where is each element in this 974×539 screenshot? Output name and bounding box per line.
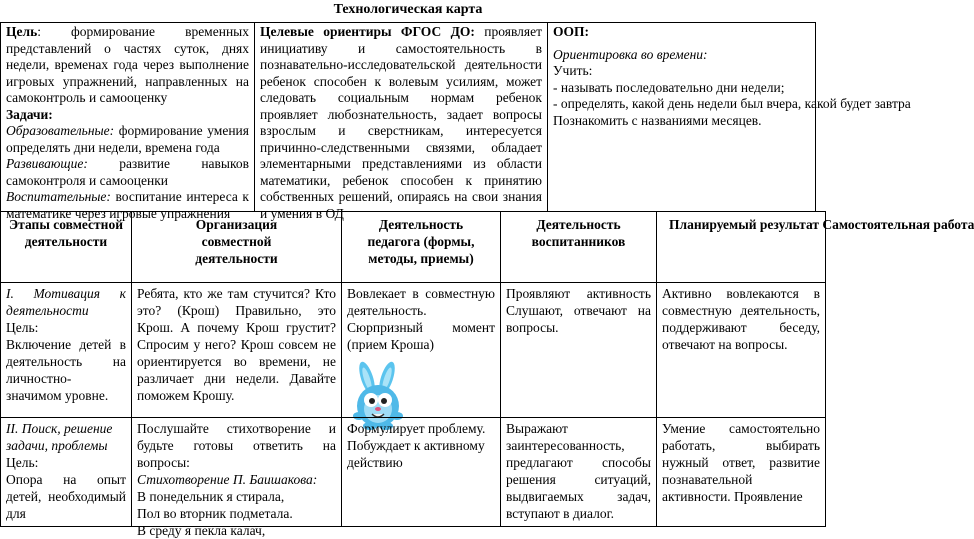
header-organization: Организация совместной деятельности: [131, 211, 342, 283]
stage-goal-text: Включение детей в деятельность на личностно-значимом уровне.: [6, 337, 126, 403]
row1-kids: Проявляют активность Слушают, отвечают на вопросы.: [500, 282, 657, 418]
row2-kids: Выражают заинтересованность, предлагают способы решения ситуаций, выдвигаемых задач, вступают в диалог.: [500, 417, 657, 527]
tasks-label: Задачи:: [6, 106, 53, 122]
row1-result: Активно вовлекаются в совместную деятельность, поддерживают беседу, отвечают на вопросы.: [656, 282, 826, 418]
goal-label: Цель: [6, 24, 38, 39]
header-stages: Этапы совместной деятельности: [0, 211, 132, 283]
dev-label: Развивающие:: [6, 156, 88, 171]
row1-organization: Ребята, кто же там стучится? Кто это? (Крош) Правильно, это Крош. А почему Крош грустит? Спросим у него? Крош совсем не ориентируется во времени, не различает дни недели. Давайте поможем Крошу.: [131, 282, 342, 418]
header-result: Планируемый результат Самостоятельная работа: [656, 211, 826, 283]
org-intro: Послушайте стихотворение и будьте готовы ответить на вопросы:: [137, 421, 336, 470]
oop-line: Познакомить с названиями месяцев.: [553, 112, 762, 128]
fgos-block: [254, 22, 548, 221]
fgos-label: Целевые ориентиры ФГОС ДО:: [260, 24, 475, 39]
fgos-text: проявляет инициативу и самостоятельность в познавательно-исследовательской деятельности ребенок способен к волевым усилиям, может следовать социальным нормам ребенок проявляет любознательность, задает вопросы взрослым и сверстникам, интересуется причинно-следственными связями, обладает элементарными представлениями из области математики, ребенок способен к принятию собственных решений, опираясь на свои знания и умения в ОД: [260, 24, 542, 221]
stage-goal-label: Цель:: [6, 320, 39, 335]
poem-title: Стихотворение П. Баишакова:: [137, 472, 318, 487]
stage-goal-text: Опора на опыт детей, необходимый для: [6, 472, 126, 521]
row1-teacher-text: Вовлекает в совместную деятельность. Сюрпризный момент (прием Кроша): [347, 286, 495, 352]
stage-title: II. Поиск, решение задачи, проблемы: [6, 421, 113, 453]
stage-goal-label: Цель:: [6, 455, 39, 470]
oop-label: ООП:: [553, 24, 589, 39]
row1-stage: [0, 282, 132, 418]
oop-subtitle: Ориентировка во времени:: [553, 46, 708, 62]
poem-line: В понедельник я стирала,: [137, 489, 285, 504]
edu-label: Образовательные:: [6, 123, 115, 138]
poem-line: Пол во вторник подметала.: [137, 506, 293, 521]
goal-text: : формирование временных представлений о частях суток, днях недели, временах года через выполнение игровых упражнений, направленных на самоконтроль и самооценку: [6, 24, 249, 105]
oop-line: Учить:: [553, 63, 593, 78]
oop-block: [547, 22, 911, 212]
upb-text: воспитание интереса к математике через игровые упражнения: [6, 189, 249, 221]
upb-label: Воспитательные:: [6, 189, 111, 204]
dev-text: развитие навыков самоконтроля и самооценки: [6, 156, 249, 188]
document-title: Технологическая карта: [333, 2, 483, 17]
header-kids: Деятельность воспитанников: [500, 211, 657, 283]
header-teacher: Деятельность педагога (формы, методы, приемы): [341, 211, 501, 283]
edu-text: формирование умения определять дни недели, времена года: [6, 123, 249, 155]
row2-result: Умение самостоятельно работать, выбирать нужный ответ, развитие познавательной активности. Проявление: [656, 417, 826, 527]
oop-line: - определять, какой день недели был вчера, какой будет завтра: [553, 96, 911, 111]
poem-line: В среду я пекла калач,: [137, 523, 266, 538]
row2-teacher: Формулирует проблему. Побуждает к активному действию: [341, 417, 501, 527]
row2-organization: [131, 417, 342, 538]
goal-tasks-block: [0, 22, 255, 221]
oop-line: - называть последовательно дни недели;: [553, 79, 785, 95]
row2-stage: [0, 417, 132, 527]
stage-title: I. Мотивация к деятельности: [6, 286, 126, 318]
